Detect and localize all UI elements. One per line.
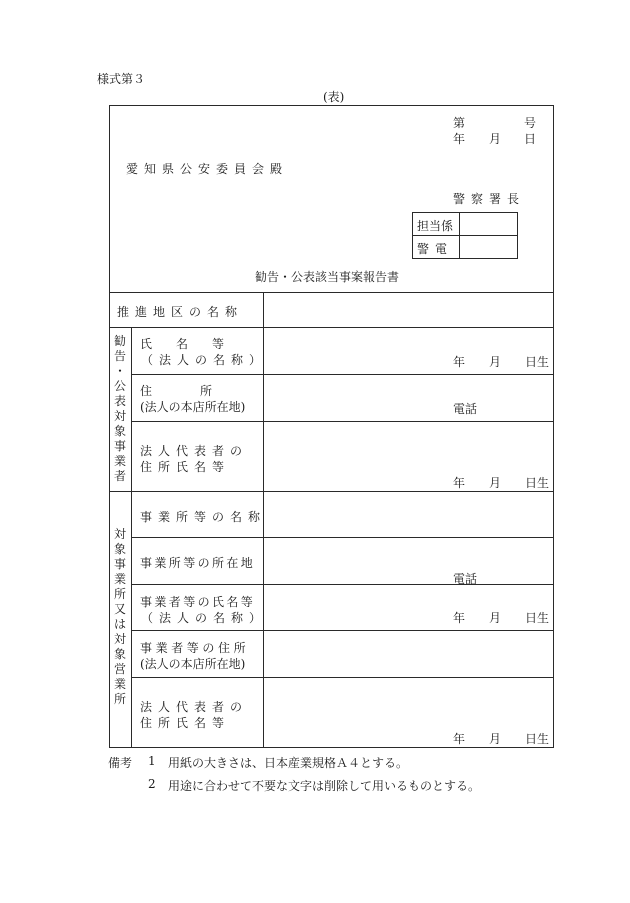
- office-rep-day: 日生: [525, 732, 550, 746]
- business-birth-year: 年: [453, 355, 466, 369]
- row-divider: [109, 327, 554, 328]
- row-divider: [131, 677, 554, 678]
- contact-person-label: 担当係: [417, 219, 454, 233]
- note-2-number: 2: [148, 777, 156, 791]
- row-divider: [131, 374, 554, 375]
- contact-phone-label: 警電: [417, 242, 454, 256]
- office-address-field[interactable]: [268, 541, 550, 581]
- business-rep-label-2: 住所氏名等: [140, 460, 231, 474]
- contact-person-field[interactable]: [459, 212, 518, 236]
- note-1-text: 用紙の大きさは、日本産業規格Ａ４とする。: [168, 756, 409, 770]
- business-address-label-2: (法人の本店所在地): [140, 400, 246, 414]
- business-rep-field[interactable]: [268, 425, 550, 487]
- contact-phone-field[interactable]: [459, 235, 518, 259]
- row-divider: [131, 421, 554, 422]
- row-divider: [109, 491, 554, 492]
- note-2-text: 用途に合わせて不要な文字は削除して用いるものとする。: [168, 779, 481, 793]
- operator-address-label-1: 事業者等の住所: [140, 641, 250, 655]
- office-rep-label-1: 法人代表者の: [140, 700, 249, 714]
- business-birth-day: 日生: [525, 355, 550, 369]
- target-business-vertical-label: 勧 告 ・ 公 表 対 象 事 業 者: [113, 334, 126, 483]
- row-divider: [131, 630, 554, 631]
- business-rep-label-1: 法人代表者の: [140, 444, 249, 458]
- office-rep-month: 月: [489, 732, 502, 746]
- operator-name-field[interactable]: [268, 588, 550, 627]
- business-name-label-2: （法人の名称）: [141, 353, 268, 367]
- date-year-label: 年: [453, 132, 466, 146]
- business-phone-label: 電話: [453, 402, 478, 416]
- business-address-field[interactable]: [268, 378, 550, 418]
- operator-birth-month: 月: [489, 611, 502, 625]
- operator-birth-year: 年: [453, 611, 466, 625]
- business-name-field[interactable]: [268, 331, 550, 371]
- business-rep-year: 年: [453, 476, 466, 490]
- date-month-label: 月: [489, 132, 502, 146]
- column-divider: [131, 327, 132, 748]
- row-divider: [131, 537, 554, 538]
- target-office-vertical-label: 対 象 事 業 所 又 は 対 象 営 業 所: [113, 527, 126, 706]
- notes-heading: 備考: [108, 756, 133, 770]
- form-number-label: 様式第３: [97, 72, 146, 86]
- office-name-field[interactable]: [268, 495, 550, 534]
- operator-name-label-1: 事業者等の氏名等: [140, 595, 256, 609]
- office-phone-label: 電話: [453, 572, 478, 586]
- front-side-label: (表): [323, 90, 345, 104]
- business-name-label-1: 氏 名 等: [140, 337, 225, 351]
- office-address-label: 事業所等の所在地: [140, 556, 256, 570]
- office-rep-field[interactable]: [268, 681, 550, 744]
- date-day-label: 日: [524, 132, 537, 146]
- operator-address-label-2: (法人の本店所在地): [140, 657, 246, 671]
- note-1-number: 1: [148, 754, 156, 768]
- business-birth-month: 月: [489, 355, 502, 369]
- business-rep-month: 月: [489, 476, 502, 490]
- number-ref-label: 第: [453, 116, 466, 130]
- row-divider: [131, 584, 554, 585]
- district-name-field[interactable]: [268, 296, 550, 324]
- operator-birth-day: 日生: [525, 611, 550, 625]
- addressee: 愛知県公安委員会殿: [126, 162, 289, 176]
- office-rep-label-2: 住所氏名等: [140, 716, 231, 730]
- sender: 警察署長: [453, 192, 526, 206]
- office-name-label: 事業所等の名称: [140, 510, 267, 524]
- number-suffix-label: 号: [524, 116, 537, 130]
- operator-name-label-2: （法人の名称）: [141, 611, 268, 625]
- report-title: 勧告・公表該当事案報告書: [255, 270, 400, 284]
- business-rep-day: 日生: [525, 476, 550, 490]
- office-rep-year: 年: [453, 732, 466, 746]
- business-address-label-1: 住 所: [140, 384, 213, 398]
- operator-address-field[interactable]: [268, 634, 550, 674]
- district-name-label: 推進地区の名称: [117, 305, 244, 319]
- row-divider: [109, 292, 554, 293]
